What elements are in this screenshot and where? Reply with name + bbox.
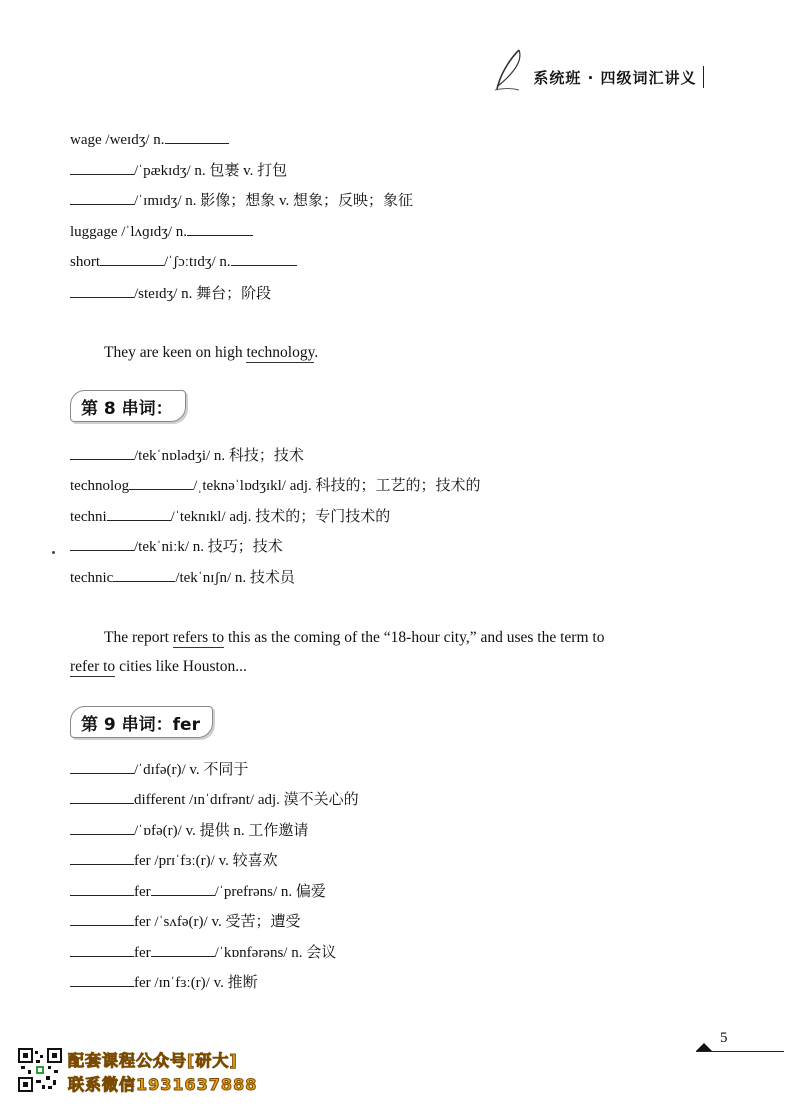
answer-blank: [100, 250, 164, 266]
vocab-line: [70, 819, 308, 841]
sentence-text: this as the coming of the “18-hour city,” and uses the term to: [224, 629, 605, 646]
answer-blank: [165, 128, 229, 144]
vocab-line: [70, 880, 326, 902]
answer-blank: [70, 971, 134, 987]
line-text: luggage /ˈlʌɡɪdʒ/ n.: [70, 224, 188, 240]
answer-blank: [70, 849, 134, 865]
line-text: fer: [134, 884, 151, 900]
header-title: 系统班 · 四级词汇讲义: [533, 68, 697, 87]
line-text: /ˈɒfə(r)/ v. 提供 n. 工作邀请: [134, 823, 309, 839]
line-text: technolog: [70, 478, 130, 494]
answer-blank: [70, 910, 134, 926]
example-sentence-continued: [70, 656, 247, 678]
quill-icon: [489, 48, 529, 92]
answer-blank: [70, 444, 134, 460]
page-number: 5: [720, 1030, 728, 1046]
sentence-text: They are keen on high: [104, 344, 247, 361]
vocab-line: [70, 220, 253, 242]
line-text: short: [70, 254, 100, 270]
line-text: /ˈɪmɪdʒ/ n. 影像；想象 v. 想象；反映；象征: [134, 193, 414, 209]
line-text: /ˈʃɔːtɪdʒ/ n.: [164, 254, 231, 270]
answer-blank: [70, 880, 134, 896]
answer-blank: [151, 880, 215, 896]
answer-blank: [70, 758, 134, 774]
vocab-line: [70, 849, 278, 871]
answer-blank: [70, 159, 134, 175]
answer-blank: [70, 282, 134, 298]
answer-blank: [70, 819, 134, 835]
line-text: techni: [70, 509, 107, 525]
footer-rule: [696, 1051, 784, 1052]
line-text: /ˈprefrəns/ n. 偏爱: [214, 884, 326, 900]
qr-code-icon: [18, 1048, 62, 1092]
answer-blank: [70, 788, 134, 804]
vocab-line: [70, 474, 481, 496]
vocab-line: [70, 444, 304, 466]
line-text: fer /ɪnˈfɜː(r)/ v. 推断: [134, 975, 258, 991]
line-text: /ˈpækɪdʒ/ n. 包裹 v. 打包: [134, 163, 288, 179]
example-sentence: [104, 342, 318, 364]
header-divider: [703, 66, 705, 88]
sentence-text: The report: [104, 629, 173, 646]
vocab-line: [70, 505, 390, 527]
sentence-text: .: [314, 344, 319, 361]
page-header: [533, 62, 704, 92]
vocab-line: [70, 282, 271, 304]
answer-blank: [129, 474, 193, 490]
example-sentence: [104, 627, 604, 649]
answer-blank: [107, 505, 171, 521]
highlighted-phrase: refer to: [70, 658, 116, 675]
line-text: wage /weɪdʒ/ n.: [70, 132, 165, 148]
line-text: fer /ˈsʌfə(r)/ v. 受苦；遭受: [134, 914, 301, 930]
answer-blank: [70, 535, 134, 551]
highlighted-phrase: refers to: [172, 629, 225, 646]
highlighted-word: technology: [246, 344, 315, 361]
line-text: /tekˈnɒlədʒi/ n. 科技；技术: [134, 448, 304, 464]
vocab-line: [70, 250, 297, 272]
speck: [52, 551, 55, 554]
watermark-line: 配套课程公众号[研大]: [68, 1051, 238, 1070]
vocab-line: [70, 189, 413, 211]
line-text: fer: [134, 945, 151, 961]
vocab-line: [70, 758, 248, 780]
line-text: /tekˈniːk/ n. 技巧；技术: [134, 539, 283, 555]
vocab-line: [70, 971, 258, 993]
answer-blank: [231, 250, 297, 266]
line-text: /steɪdʒ/ n. 舞台；阶段: [134, 286, 272, 302]
section-heading: 第 9 串词：fer: [70, 706, 213, 738]
line-text: /ˈkɒnfərəns/ n. 会议: [214, 945, 337, 961]
answer-blank: [70, 941, 134, 957]
line-text: different /ɪnˈdɪfrənt/ adj. 漠不关心的: [134, 792, 359, 808]
vocab-line: [70, 788, 359, 810]
vocab-line: [70, 535, 283, 557]
line-text: /ˈteknɪkl/ adj. 技术的；专门技术的: [170, 509, 391, 525]
watermark-line: 联系微信1931637888: [68, 1075, 258, 1094]
vocab-line: [70, 941, 336, 963]
line-text: fer /prɪˈfɜː(r)/ v. 较喜欢: [134, 853, 278, 869]
sentence-text: cities like Houston...: [115, 658, 247, 675]
answer-blank: [151, 941, 215, 957]
vocab-line: [70, 128, 229, 150]
answer-blank: [70, 189, 134, 205]
vocab-line: [70, 910, 300, 932]
page-footer: [696, 1030, 786, 1054]
line-text: /ˌteknəˈlɒdʒɪkl/ adj. 科技的；工艺的；技术的: [193, 478, 481, 494]
section-heading: 第 8 串词：: [70, 390, 186, 422]
line-text: /ˈdɪfə(r)/ v. 不同于: [134, 762, 249, 778]
answer-blank: [113, 566, 175, 582]
line-text: /tekˈnɪʃn/ n. 技术员: [175, 570, 295, 586]
answer-blank: [187, 220, 253, 236]
vocab-line: [70, 566, 295, 588]
line-text: technic: [70, 570, 114, 586]
triangle-marker-icon: [696, 1043, 712, 1051]
vocab-line: [70, 159, 287, 181]
